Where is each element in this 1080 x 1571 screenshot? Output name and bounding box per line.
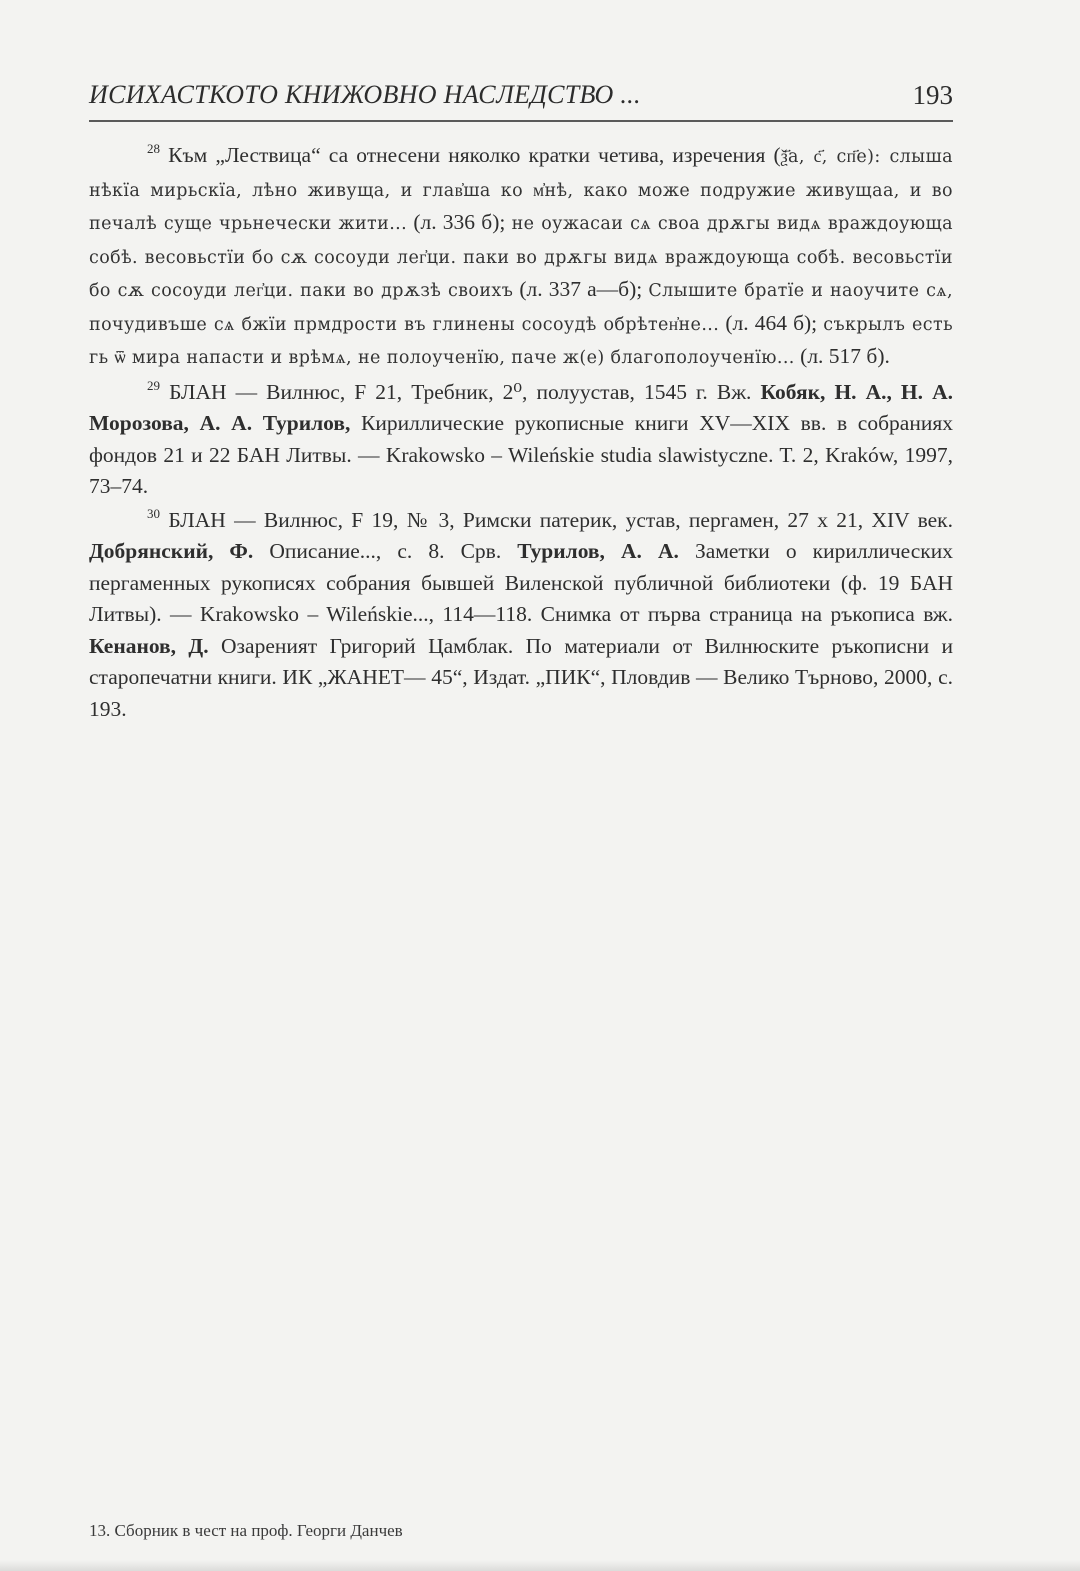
footnote-text: (л. 337 а—б); — [513, 277, 649, 301]
running-head — [89, 80, 953, 116]
signature-line: 13. Сборник в чест на проф. Георги Данчев — [89, 1521, 403, 1540]
running-title: ИСИХАСТКОТО КНИЖОВНО НАСЛЕДСТВО ... — [89, 80, 641, 109]
footnote-text: (л. 517 б). — [794, 344, 890, 368]
author-name: Турилов, А. А. — [517, 539, 679, 563]
page-edge — [0, 1560, 1080, 1571]
author-name: Добрянский, Ф. — [89, 539, 254, 563]
footnotes — [89, 140, 953, 725]
footnote-text: (л. 464 б); — [719, 310, 824, 335]
footnote-text: Описание..., с. 8. Срв. — [253, 539, 518, 563]
footnote-number: 30 — [147, 505, 160, 521]
footnote-text: Кириллические рукописные книги XV—XIX вв. в собраниях фондов 21 и 22 БАН Литвы. — Krakowsko – Wileńskie studia slawistyczne. T. 2, Kraków, 1997, 73–74. — [89, 411, 953, 498]
footnote-text: (л. 336 б); — [407, 210, 512, 234]
footnote-text: Озареният Григорий Цамблак. По материали от Вилнюските ръкописни и старопечатни книги. ИК „ЖАНЕТ— 45“, Издат. „ПИК“, Пловдив — Велико Търново, 2000, с. 193. — [89, 633, 953, 721]
slavonic-quote: ѯ҃а, с҃, сп҃е): слыша нѣкїа мирьскїа, лѣно живуща, и глав҆ша ко м҆нѣ, како може подружие живущаа, и во печалѣ суще чрьнечески жити... — [89, 147, 953, 234]
footnote-29 — [89, 377, 953, 503]
footnote-number: 29 — [147, 377, 160, 393]
slavonic-quote: не оужасаи сѧ своа дрѫгы видѧ враждоующа собѣ. весовьстїи бо сѫ сосоуди лег҆ци. паки во дрѫгы видѧ враждоующа собѣ. весовьстїи бо сѫ сосоуди лег҆ци. паки во дрѫзѣ своихъ — [89, 214, 953, 301]
footnote-number: 28 — [147, 141, 160, 156]
footnote-text: БЛАН — Вилнюс, F 19, № 3, Римски патерик, устав, пергамен, 27 x 21, XIV век. — [168, 507, 954, 532]
footnote-text: БЛАН — Вилнюс, F 21, Требник, 2⁰, полуустав, 1545 г. Вж. — [169, 379, 761, 404]
slavonic-quote: съкрылъ есть гь ѿ мира напасти и врѣмѧ, не полоученїю, паче ж(е) благополоученїю... — [89, 314, 953, 368]
footnote-30 — [89, 505, 953, 726]
header-rule — [89, 120, 953, 122]
footnote-28 — [89, 140, 953, 375]
footnote-text: Към „Лествица“ са отнесени няколко кратки четива, изречения ( — [168, 143, 781, 167]
author-name: Кенанов, Д. — [89, 633, 209, 658]
author-names: Кобяк, Н. А., Н. А. Морозова, А. А. Турилов, — [89, 379, 953, 435]
slavonic-quote: Слышите братїе и наоучите сѧ, почудивъше сѧ бжїи прмдрости въ глинены сосоудѣ обрѣтен҆не... — [89, 281, 953, 335]
footnote-text: Заметки о кириллических пергаменных рукописях собрания бывшей Виленской публичной библиотеки (ф. 19 БАН Литвы). — Krakowsko – Wileńskie..., 114—118. Снимка от първа страница на ръкописа вж. — [89, 539, 953, 626]
page-number: 193 — [912, 80, 953, 110]
